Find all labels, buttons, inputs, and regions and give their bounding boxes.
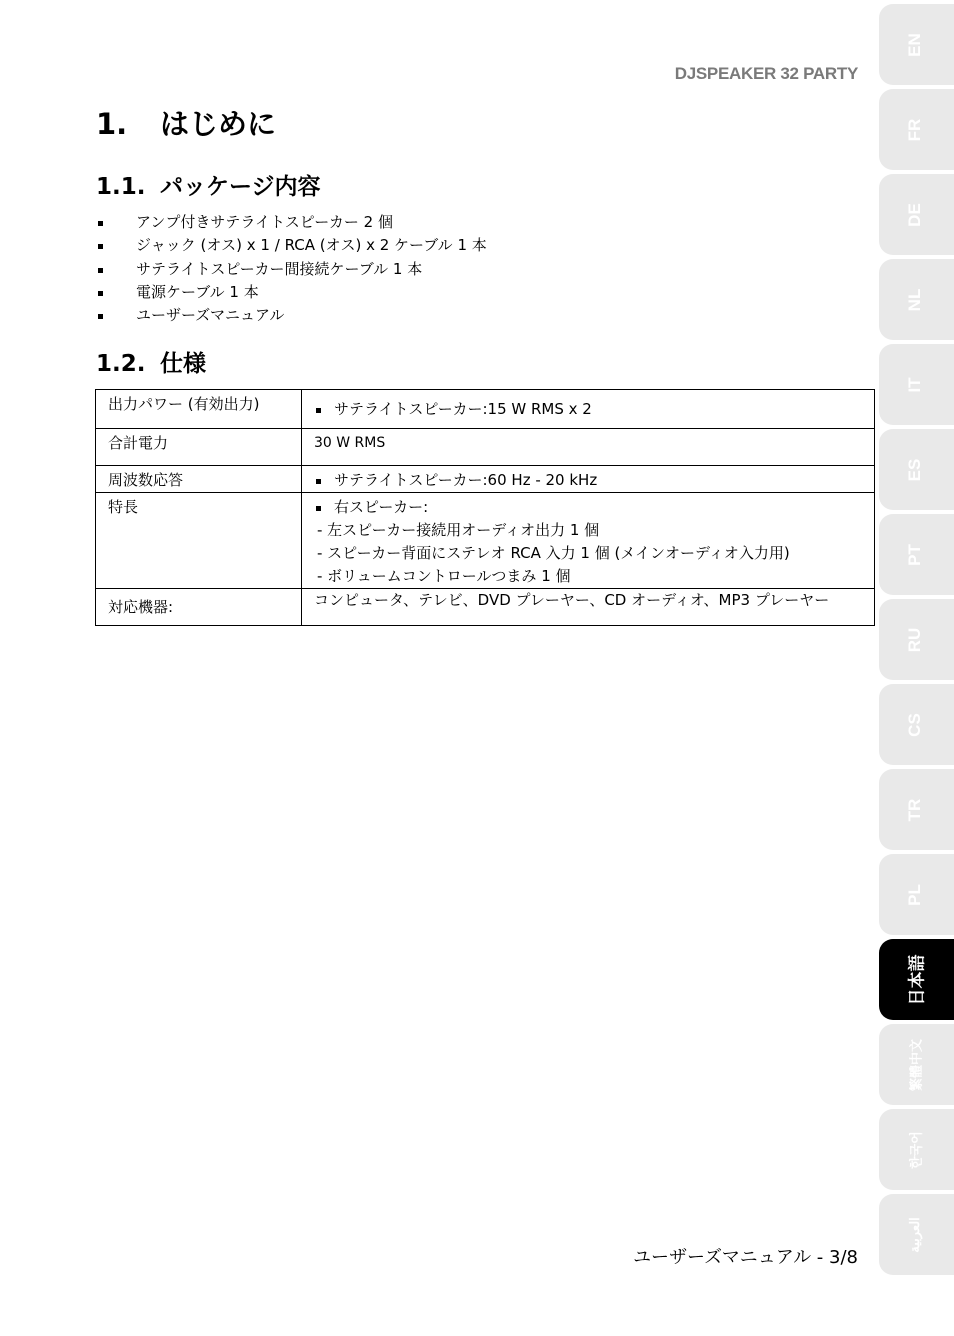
spec-value: 右スピーカー: - 左スピーカー接続用オーディオ出力 1 個 - スピーカー背面にステレオ RCA 入力 1 個 (メインオーディオ入力用) - ボリュームコントロールつまみ 1 個: [302, 493, 875, 589]
list-item: ユーザーズマニュアル: [96, 304, 487, 327]
language-tab-de[interactable]: DE: [879, 174, 954, 255]
section-title: 仕様: [160, 351, 206, 377]
section-1-2-heading: [96, 345, 206, 378]
bullet-icon: [98, 244, 103, 249]
section-1-1-heading: [96, 168, 321, 201]
language-tab-ar[interactable]: العربية: [879, 1194, 954, 1275]
bullet-icon: [316, 408, 321, 413]
package-contents-list: [96, 211, 487, 327]
language-tab-ko[interactable]: 한국어: [879, 1109, 954, 1190]
list-item: サテライトスピーカー間接続ケーブル 1 本: [96, 258, 487, 281]
section-title: はじめに: [160, 107, 277, 141]
language-tab-ja[interactable]: 日本語: [879, 939, 954, 1020]
bullet-icon: [98, 268, 103, 273]
section-number: 1.2.: [96, 351, 146, 377]
table-row: [96, 429, 875, 466]
bullet-icon: [316, 479, 321, 484]
section-1-heading: [96, 102, 276, 143]
spec-label: 対応機器:: [96, 589, 302, 626]
section-number: 1.1.: [96, 174, 146, 200]
list-item: アンプ付きサテライトスピーカー 2 個: [96, 211, 487, 234]
bullet-icon: [98, 221, 103, 226]
language-tab-es[interactable]: ES: [879, 429, 954, 510]
language-tab-cs[interactable]: CS: [879, 684, 954, 765]
feature-line: - ボリュームコントロールつまみ 1 個: [317, 567, 571, 585]
language-tab-zh-tw[interactable]: 繁體中文: [879, 1024, 954, 1105]
feature-line: - 左スピーカー接続用オーディオ出力 1 個: [317, 521, 600, 539]
page-footer: ユーザーズマニュアル - 3/8: [633, 1247, 858, 1268]
language-tab-pl[interactable]: PL: [879, 854, 954, 935]
bullet-icon: [98, 291, 103, 296]
language-tab-pt[interactable]: PT: [879, 514, 954, 595]
spec-label: 合計電力: [96, 429, 302, 466]
language-tab-fr[interactable]: FR: [879, 89, 954, 170]
spec-value: サテライトスピーカー:60 Hz - 20 kHz: [302, 466, 875, 493]
spec-label: 出力パワー (有効出力): [96, 390, 302, 429]
table-row: [96, 493, 875, 589]
section-number: 1.: [96, 107, 128, 141]
bullet-icon: [98, 314, 103, 319]
language-tab-it[interactable]: IT: [879, 344, 954, 425]
list-item: 電源ケーブル 1 本: [96, 281, 487, 304]
language-tab-nl[interactable]: NL: [879, 259, 954, 340]
feature-line: - スピーカー背面にステレオ RCA 入力 1 個 (メインオーディオ入力用): [317, 544, 790, 562]
language-tab-ru[interactable]: RU: [879, 599, 954, 680]
language-tab-tr[interactable]: TR: [879, 769, 954, 850]
list-item: ジャック (オス) x 1 / RCA (オス) x 2 ケーブル 1 本: [96, 234, 487, 257]
table-row: [96, 466, 875, 493]
spec-table: [95, 389, 875, 626]
bullet-icon: [316, 506, 321, 511]
table-row: [96, 390, 875, 429]
language-tab-en[interactable]: EN: [879, 4, 954, 85]
spec-label: 周波数応答: [96, 466, 302, 493]
spec-value: サテライトスピーカー:15 W RMS x 2: [302, 390, 875, 429]
table-row: [96, 589, 875, 626]
spec-value: コンピュータ、テレビ、DVD プレーヤー、CD オーディオ、MP3 プレーヤー: [302, 589, 875, 626]
section-title: パッケージ内容: [160, 174, 321, 200]
spec-value: 30 W RMS: [302, 429, 875, 466]
spec-label: 特長: [96, 493, 302, 589]
product-name: DJSPEAKER 32 PARTY: [674, 64, 858, 83]
